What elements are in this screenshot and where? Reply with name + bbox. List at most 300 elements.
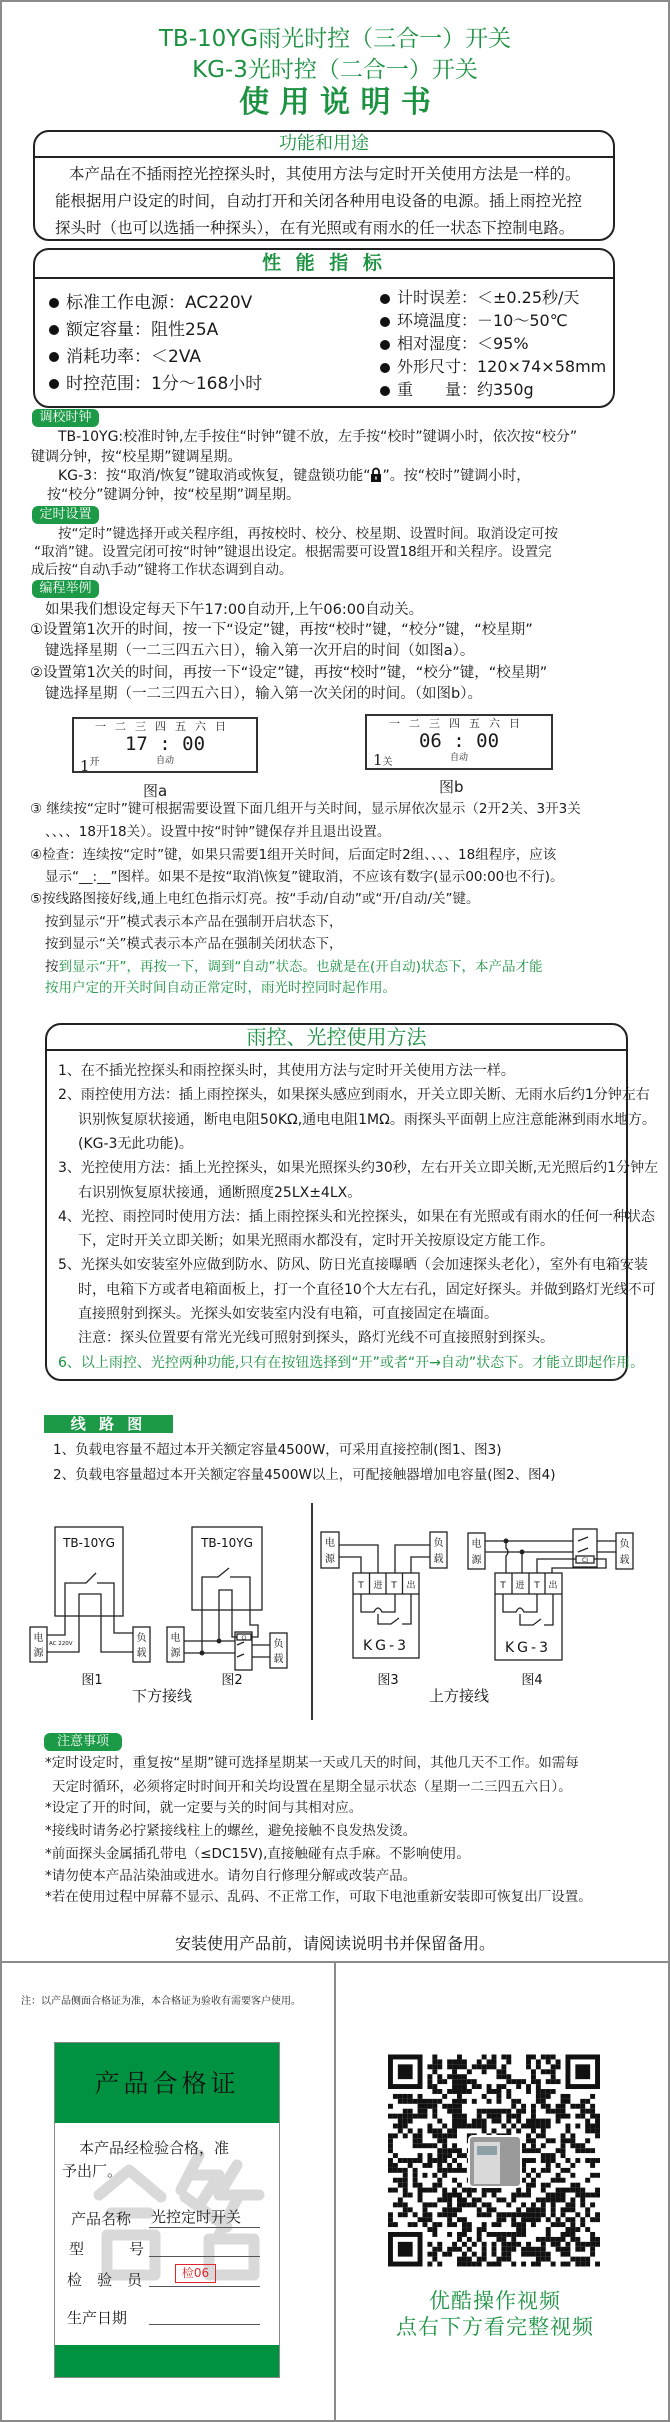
qr-module xyxy=(536,2079,541,2084)
qr-module xyxy=(546,2227,551,2232)
figure-3-diagram xyxy=(321,1532,447,1688)
qr-module xyxy=(580,2262,585,2267)
bullet-icon xyxy=(380,386,390,396)
lcd-group-number: 1 xyxy=(373,751,383,769)
qr-module xyxy=(482,2202,487,2207)
qr-module xyxy=(413,2138,418,2143)
qr-module xyxy=(511,2124,516,2129)
qr-module xyxy=(462,2099,467,2104)
note-line: 天定时循环，必须将定时时间开和关均设置在星期全显示状态（星期一二三四五六日）。 xyxy=(52,1779,572,1795)
figure-caption: 图3 xyxy=(377,1673,399,1688)
qr-module xyxy=(467,2202,472,2207)
qr-module xyxy=(452,2158,457,2163)
qr-module xyxy=(432,2114,437,2119)
qr-module xyxy=(506,2119,511,2124)
qr-module xyxy=(541,2124,546,2129)
qr-module xyxy=(388,2163,393,2168)
qr-module xyxy=(575,2257,580,2262)
qr-module xyxy=(447,2104,452,2109)
qr-module xyxy=(437,2089,442,2094)
qr-module xyxy=(442,2173,447,2178)
text-line: 按“定时”键选择开或关程序组，再按校时、校分、校星期、设置时间。取消设定可按 xyxy=(58,526,558,542)
qr-module xyxy=(595,2262,600,2267)
qr-module xyxy=(561,2188,566,2193)
qr-module xyxy=(477,2257,482,2262)
qr-module xyxy=(590,2217,595,2222)
qr-module xyxy=(492,2262,497,2267)
qr-module xyxy=(457,2104,462,2109)
qr-module xyxy=(472,2064,477,2069)
qr-module xyxy=(442,2133,447,2138)
qr-module xyxy=(432,2143,437,2148)
qr-module xyxy=(452,2212,457,2217)
qr-module xyxy=(521,2212,526,2217)
qr-module xyxy=(511,2232,516,2237)
bullet-icon xyxy=(49,298,59,308)
qr-module xyxy=(531,2124,536,2129)
qr-module xyxy=(570,2173,575,2178)
qr-module xyxy=(561,2099,566,2104)
qr-module xyxy=(541,2242,546,2247)
qr-module xyxy=(570,2197,575,2202)
qr-module xyxy=(447,2252,452,2257)
qr-module xyxy=(496,2257,501,2262)
qr-module xyxy=(452,2104,457,2109)
qr-module xyxy=(472,2119,477,2124)
qr-module xyxy=(580,2148,585,2153)
qr-module xyxy=(447,2207,452,2212)
qr-module xyxy=(585,2262,590,2267)
qr-module xyxy=(492,2055,497,2060)
qr-module xyxy=(521,2193,526,2198)
qr-module xyxy=(526,2207,531,2212)
text-line: 1、负载电容量不超过本开关额定容量4500W，可采用直接控制(图1、图3) xyxy=(53,1442,502,1458)
qr-module xyxy=(521,2262,526,2267)
qr-module xyxy=(487,2099,492,2104)
qr-module xyxy=(482,2119,487,2124)
qr-module xyxy=(501,2232,506,2237)
qr-module xyxy=(472,2084,477,2089)
qr-module xyxy=(492,2247,497,2252)
qr-module xyxy=(595,2188,600,2193)
qr-module xyxy=(496,2069,501,2074)
qr-module xyxy=(467,2227,472,2232)
qr-module xyxy=(432,2227,437,2232)
qr-module xyxy=(506,2247,511,2252)
qr-module xyxy=(398,2212,403,2217)
qr-module xyxy=(477,2262,482,2267)
qr-module xyxy=(565,2252,570,2257)
text-line: “取消”键。设置完闭可按“时钟”键退出设定。根据需要可设置18组开和关程序。设置完 xyxy=(34,544,552,560)
qr-module xyxy=(427,2079,432,2084)
qr-module xyxy=(437,2079,442,2084)
rain-light-line: 注意：探头位置要有常光光线可照射到探头，路灯光线不可直接照射到探头。 xyxy=(78,1330,554,1347)
qr-module xyxy=(590,2202,595,2207)
qr-module xyxy=(482,2109,487,2114)
qr-module xyxy=(432,2173,437,2178)
qr-module xyxy=(575,2242,580,2247)
qr-module xyxy=(477,2212,482,2217)
qr-module xyxy=(501,2124,506,2129)
qr-module xyxy=(511,2099,516,2104)
qr-module xyxy=(447,2074,452,2079)
qr-module xyxy=(472,2242,477,2247)
lcd-group xyxy=(373,752,393,768)
qr-module xyxy=(536,2064,541,2069)
lcd-time: 06 : 00 xyxy=(418,730,500,752)
qr-module xyxy=(447,2168,452,2173)
qr-module xyxy=(437,2247,442,2252)
qr-module xyxy=(556,2104,561,2109)
qr-module xyxy=(447,2232,452,2237)
qr-module xyxy=(496,2089,501,2094)
spec-text: 时控范围：1分～168小时 xyxy=(66,374,263,394)
device-screen xyxy=(477,2146,497,2155)
qr-module xyxy=(482,2188,487,2193)
qr-module xyxy=(541,2143,546,2148)
qr-module xyxy=(575,2212,580,2217)
spec-item xyxy=(49,288,252,313)
qr-module xyxy=(541,2055,546,2060)
qr-module xyxy=(580,2188,585,2193)
qr-module xyxy=(418,2158,423,2163)
qr-module xyxy=(531,2202,536,2207)
qr-module xyxy=(580,2222,585,2227)
qr-module xyxy=(418,2114,423,2119)
qr-module xyxy=(506,2074,511,2079)
qr-module xyxy=(457,2247,462,2252)
text-line xyxy=(45,958,543,976)
qr-module xyxy=(536,2133,541,2138)
qr-module xyxy=(427,2252,432,2257)
qr-module xyxy=(541,2168,546,2173)
text-line: 成后按“自动\手动”键将工作状态调到自动。 xyxy=(31,562,293,578)
qr-module xyxy=(437,2148,442,2153)
qr-module xyxy=(536,2217,541,2222)
qr-module xyxy=(437,2064,442,2069)
qr-module xyxy=(413,2212,418,2217)
qr-module xyxy=(457,2217,462,2222)
qr-module xyxy=(492,2207,497,2212)
qr-module xyxy=(565,2094,570,2099)
qr-module xyxy=(388,2168,393,2173)
qr-module xyxy=(575,2247,580,2252)
qr-module xyxy=(551,2178,556,2183)
qr-module xyxy=(526,2188,531,2193)
qr-module xyxy=(447,2247,452,2252)
qr-module xyxy=(585,2178,590,2183)
qr-module xyxy=(541,2183,546,2188)
qr-module xyxy=(590,2114,595,2119)
qr-module xyxy=(595,2173,600,2178)
qr-module xyxy=(467,2262,472,2267)
qr-module xyxy=(551,2074,556,2079)
qr-module xyxy=(516,2128,521,2133)
qr-module xyxy=(585,2158,590,2163)
qr-module xyxy=(551,2237,556,2242)
qr-module xyxy=(526,2148,531,2153)
qr-module xyxy=(536,2119,541,2124)
qr-module xyxy=(575,2104,580,2109)
qr-module xyxy=(418,2188,423,2193)
qr-module xyxy=(541,2104,546,2109)
qr-module xyxy=(570,2183,575,2188)
qr-module xyxy=(551,2242,556,2247)
example-badge: 编程举例 xyxy=(32,580,99,598)
bullet-icon xyxy=(380,294,390,304)
qr-module xyxy=(432,2222,437,2227)
qr-module xyxy=(501,2257,506,2262)
qr-module xyxy=(442,2143,447,2148)
qr-module xyxy=(526,2084,531,2089)
qr-module xyxy=(482,2212,487,2217)
qr-module xyxy=(541,2099,546,2104)
qr-module xyxy=(462,2217,467,2222)
qr-module xyxy=(398,2183,403,2188)
qr-module xyxy=(413,2222,418,2227)
manual-title: 使 用 说 明 书 xyxy=(239,85,431,120)
qr-module xyxy=(467,2124,472,2129)
qr-module xyxy=(432,2188,437,2193)
qr-module xyxy=(531,2055,536,2060)
spec-item xyxy=(49,369,262,394)
qr-module xyxy=(393,2222,398,2227)
qr-module xyxy=(590,2193,595,2198)
qr-module xyxy=(492,2252,497,2257)
qr-module xyxy=(437,2128,442,2133)
note-line: *接线时请务必拧紧接线柱上的螺丝，避免接触不良发热发烫。 xyxy=(45,1823,417,1839)
footer-reminder: 安装使用产品前，请阅读说明书并保留备用。 xyxy=(174,1934,495,1953)
qr-module xyxy=(541,2257,546,2262)
qr-module xyxy=(561,2109,566,2114)
qr-module xyxy=(536,2094,541,2099)
qr-module xyxy=(393,2124,398,2129)
qr-module xyxy=(403,2168,408,2173)
field-value-product-name: 光控定时开关 xyxy=(151,2208,242,2226)
qr-module xyxy=(487,2064,492,2069)
qr-module xyxy=(531,2212,536,2217)
qr-module xyxy=(457,2094,462,2099)
qr-module xyxy=(541,2119,546,2124)
qr-module xyxy=(506,2055,511,2060)
qr-module xyxy=(561,2252,566,2257)
qr-module xyxy=(561,2104,566,2109)
qr-module xyxy=(403,2094,408,2099)
qr-module xyxy=(595,2217,600,2222)
bullet-icon xyxy=(49,325,59,335)
qr-module xyxy=(585,2138,590,2143)
qr-module xyxy=(393,2133,398,2138)
terminal-label: T xyxy=(534,1581,540,1591)
qr-module xyxy=(556,2163,561,2168)
qr-module xyxy=(556,2217,561,2222)
terminal-label: 出 xyxy=(406,1581,416,1591)
figure-caption: 图4 xyxy=(521,1673,543,1688)
qr-module xyxy=(526,2212,531,2217)
qr-module xyxy=(423,2109,428,2114)
qr-module xyxy=(536,2089,541,2094)
spec-item xyxy=(380,377,534,400)
qr-module xyxy=(541,2197,546,2202)
qr-module xyxy=(546,2069,551,2074)
qr-module xyxy=(501,2217,506,2222)
qr-module xyxy=(427,2064,432,2069)
qr-module xyxy=(521,2079,526,2084)
qr-module xyxy=(501,2242,506,2247)
qr-module xyxy=(482,2252,487,2257)
timer-badge: 定时设置 xyxy=(32,506,99,524)
qr-module xyxy=(452,2188,457,2193)
qr-module xyxy=(585,2227,590,2232)
qr-module xyxy=(556,2188,561,2193)
qr-module xyxy=(590,2124,595,2129)
qr-module xyxy=(546,2153,551,2158)
qr-module xyxy=(437,2158,442,2163)
qr-module xyxy=(477,2227,482,2232)
qr-module xyxy=(565,2128,570,2133)
qr-module xyxy=(521,2247,526,2252)
qr-module xyxy=(575,2064,590,2079)
figure-caption: 图b xyxy=(439,778,464,796)
certificate-note: 注：以产品侧面合格证为准，本合格证为验收有需要客户使用。 xyxy=(21,1996,301,2007)
qr-module xyxy=(526,2183,531,2188)
qr-module xyxy=(565,2207,570,2212)
qr-module xyxy=(561,2232,566,2237)
figure-2-diagram xyxy=(167,1527,287,1688)
qr-module xyxy=(551,2089,556,2094)
qr-module xyxy=(506,2252,511,2257)
qr-module xyxy=(580,2247,585,2252)
load-label: 载 xyxy=(273,1654,284,1665)
qr-module xyxy=(546,2055,551,2060)
qr-module xyxy=(496,2232,501,2237)
qr-module xyxy=(575,2262,580,2267)
qr-module xyxy=(521,2227,526,2232)
qr-module xyxy=(521,2222,526,2227)
qr-module xyxy=(472,2079,477,2084)
qr-module xyxy=(536,2059,541,2064)
field-underline xyxy=(149,2286,260,2287)
qr-module xyxy=(487,2059,492,2064)
qr-module xyxy=(462,2232,467,2237)
qr-module xyxy=(531,2217,536,2222)
qr-module xyxy=(423,2202,428,2207)
qr-module xyxy=(457,2193,462,2198)
qr-module xyxy=(477,2084,482,2089)
qr-module xyxy=(398,2094,403,2099)
qr-module xyxy=(561,2193,566,2198)
qr-module xyxy=(565,2227,570,2232)
qr-module xyxy=(423,2207,428,2212)
qr-module xyxy=(516,2188,521,2193)
qr-module xyxy=(590,2094,595,2099)
qr-module xyxy=(526,2059,531,2064)
qr-module xyxy=(541,2133,546,2138)
qr-module xyxy=(388,2212,393,2217)
field-underline xyxy=(149,2324,260,2325)
spec-text: 环境温度：－10～50℃ xyxy=(397,311,568,330)
qr-module xyxy=(575,2183,580,2188)
qr-module xyxy=(388,2217,393,2222)
qr-module xyxy=(432,2055,437,2060)
qr-module xyxy=(501,2069,506,2074)
qr-module xyxy=(506,2128,511,2133)
spec-text: 重 量：约350g xyxy=(397,380,534,399)
qr-module xyxy=(393,2114,398,2119)
qr-module xyxy=(565,2138,570,2143)
qr-module xyxy=(432,2232,437,2237)
qr-module xyxy=(506,2094,511,2099)
qr-module xyxy=(506,2109,511,2114)
qr-module xyxy=(403,2207,408,2212)
qr-module xyxy=(536,2084,541,2089)
qr-module xyxy=(561,2262,566,2267)
qr-module xyxy=(462,2197,467,2202)
qr-module xyxy=(452,2128,457,2133)
qr-module xyxy=(496,2109,501,2114)
qr-module xyxy=(590,2109,595,2114)
qr-module xyxy=(432,2257,437,2262)
qr-module xyxy=(531,2128,536,2133)
text-line: ⑤按线路图接好线,通上电红色指示灯亮。按“手动/自动”或“开/自动/关”键。 xyxy=(30,891,480,907)
qr-module xyxy=(452,2089,457,2094)
qr-module xyxy=(388,2148,393,2153)
qr-module xyxy=(511,2197,516,2202)
qr-module xyxy=(551,2069,556,2074)
qr-module xyxy=(556,2148,561,2153)
qr-module xyxy=(521,2252,526,2257)
qr-module xyxy=(413,2183,418,2188)
figure-4-diagram xyxy=(468,1529,633,1688)
load-label: 负 xyxy=(136,1633,147,1644)
qr-module xyxy=(496,2074,501,2079)
qr-module xyxy=(565,2114,570,2119)
qr-module xyxy=(501,2084,506,2089)
qr-module xyxy=(457,2148,462,2153)
qr-module xyxy=(506,2202,511,2207)
qr-module xyxy=(541,2094,546,2099)
qr-module xyxy=(546,2237,551,2242)
qr-module xyxy=(432,2183,437,2188)
specs-title: 性 能 指 标 xyxy=(35,250,613,279)
text-line: ③ 继续按“定时”键可根据需要设置下面几组开与关时间，显示屏依次显示（2开2关、3开3关 xyxy=(30,801,581,817)
qr-module xyxy=(437,2197,442,2202)
qr-module xyxy=(398,2064,413,2079)
qr-module xyxy=(403,2202,408,2207)
qr-module xyxy=(393,2094,398,2099)
qr-module xyxy=(423,2099,428,2104)
text-line: 如果我们想设定每天下午17:00自动开,上午06:00自动关。 xyxy=(45,602,424,618)
qr-module xyxy=(561,2143,566,2148)
qr-module xyxy=(457,2119,462,2124)
text-line: 按到显示“关”模式表示本产品在强制关闭状态下， xyxy=(45,936,343,952)
qr-module xyxy=(388,2143,393,2148)
qr-module xyxy=(521,2232,526,2237)
rain-light-line: 右识别恢复原状接通，通断照度25LX±4LX。 xyxy=(78,1184,362,1201)
qr-module xyxy=(492,2089,497,2094)
text-part: 按 xyxy=(45,959,59,975)
qr-module xyxy=(408,2109,413,2114)
qr-module xyxy=(561,2222,566,2227)
qr-module xyxy=(506,2059,511,2064)
qr-module xyxy=(551,2138,556,2143)
note-line: *设定了开的时间，就一定要与关的时间与其相对应。 xyxy=(45,1800,363,1816)
qr-module xyxy=(457,2197,462,2202)
field-underline xyxy=(149,2256,260,2257)
qr-module xyxy=(418,2217,423,2222)
qr-module xyxy=(423,2104,428,2109)
qr-module xyxy=(442,2207,447,2212)
